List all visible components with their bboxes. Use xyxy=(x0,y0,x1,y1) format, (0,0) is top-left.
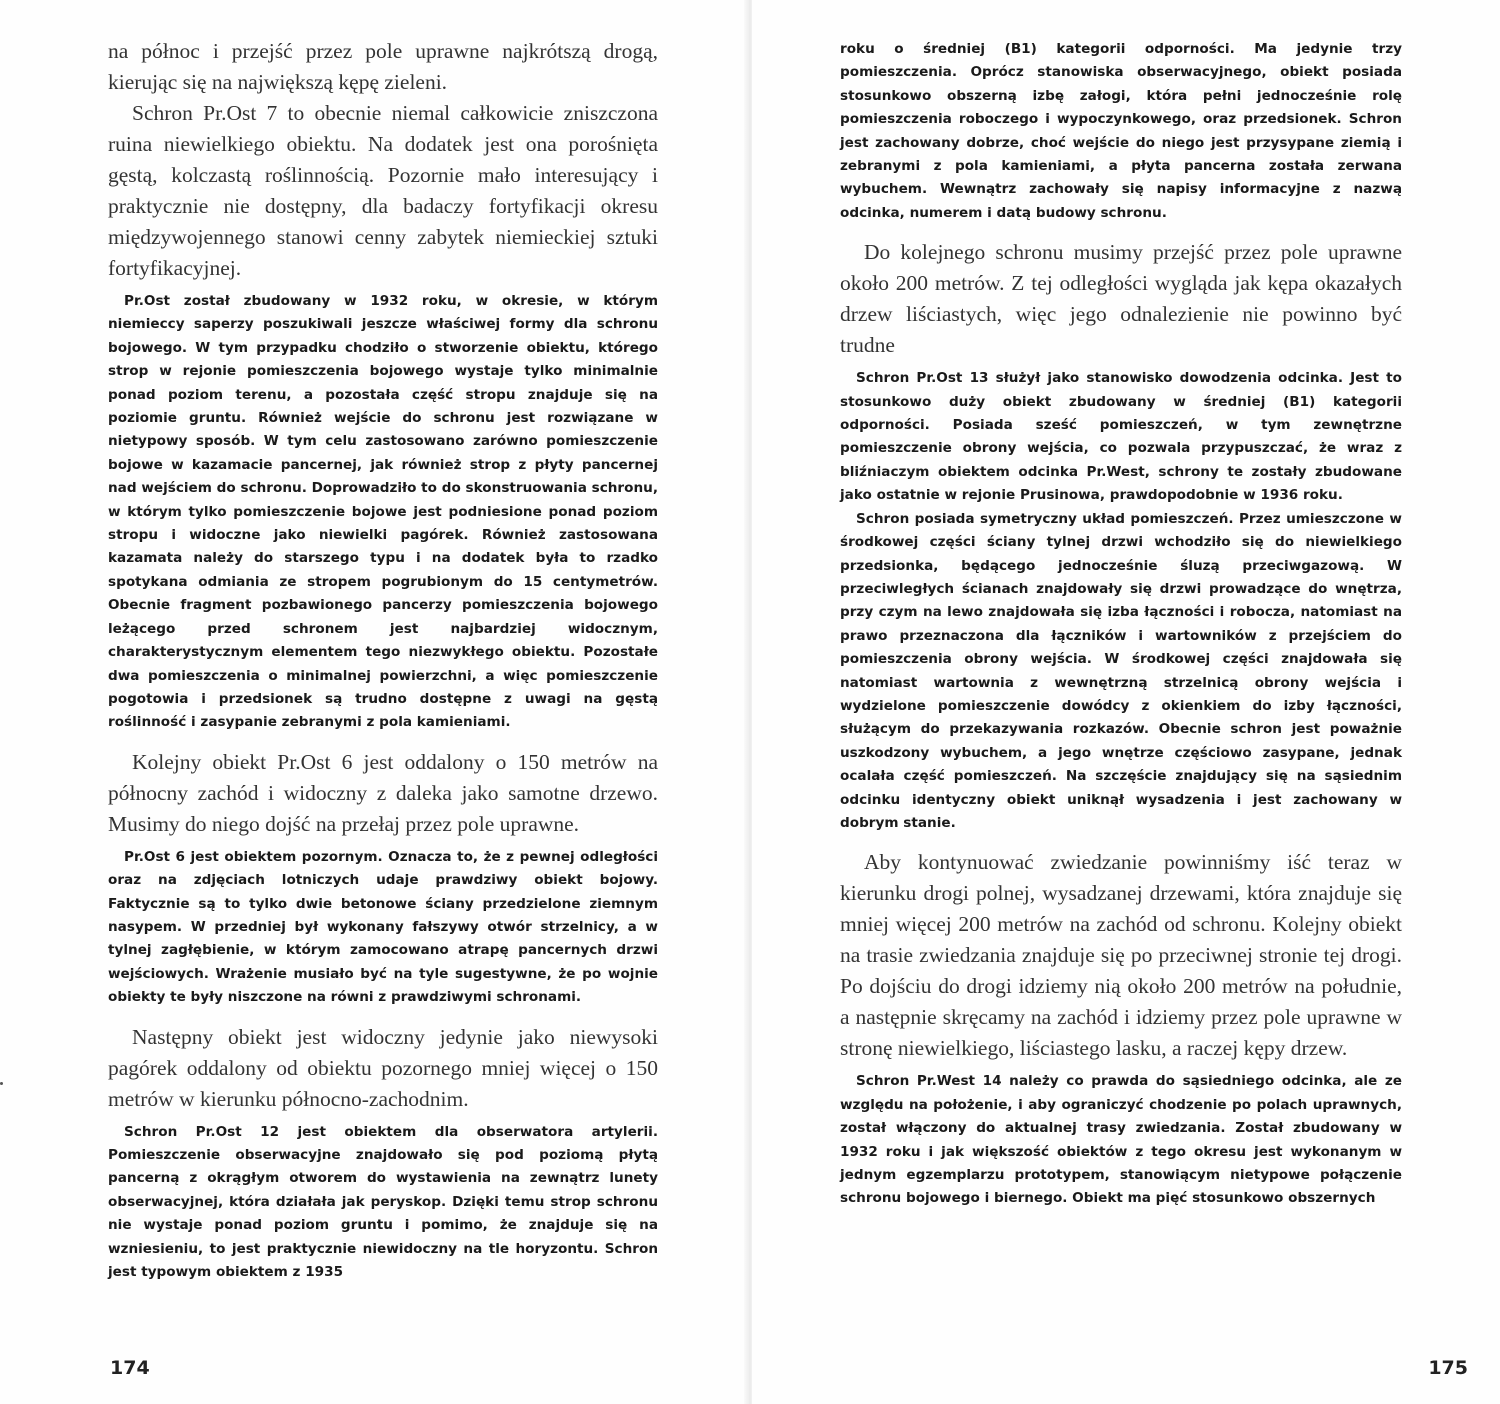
scan-mark xyxy=(0,1082,3,1085)
paragraph: Schron Pr.Ost 7 to obecnie niemal całkowicie zniszczona ruina niewielkiego obiektu. Na dodatek jest ona porośnięta gęstą, kolczastą roślinnością. Pozornie mało interesujący i praktycznie nie dostępny, dla badaczy fortyfikacji okresu międzywojennego stanowi cenny zabytek niemieckiej sztuki fortyfikacyjnej. xyxy=(108,101,658,280)
paragraph-bold: Pr.Ost 6 jest obiektem pozornym. Oznacza to, że z pewnej odległości oraz na zdjęciach lotniczych udaje prawdziwy obiekt bojowy. Faktycznie są to tylko dwie betonowe ściany przedzielone ziemnym nasypem. W przedniej był wykonany fałszywy otwór strzelnicy, a w tylnej zagłębienie, w którym zamocowano atrapę pancernych drzwi wejściowych. Wrażenie musiało być na tyle sugestywne, że po wojnie obiekty te były niszczone na równi z prawdziwymi schronami. xyxy=(108,848,658,1006)
right-text-column xyxy=(840,38,1402,1211)
right-page xyxy=(752,0,1500,1404)
paragraph: na północ i przejść przez pole uprawne najkrótszą drogą, kierując się na największą kępę zieleni. xyxy=(108,39,658,94)
paragraph-bold: roku o średniej (B1) kategorii odporności. Ma jedynie trzy pomieszczenia. Oprócz stanowiska obserwacyjnego, obiekt posiada stosunkowo obszerną izbę załogi, która pełni jednocześnie rolę pomieszczenia roboczego i wypoczynkowego, oraz przedsionek. Schron jest zachowany dobrze, choć wejście do niego jest przysypane ziemią i zebranymi z pola kamieniami, a płyta pancerna została zerwana wybuchem. Wewnątrz zachowały się napisy informacyjne z nazwą odcinka, numerem i datą budowy schronu. xyxy=(840,41,1402,221)
paragraph: Następny obiekt jest widoczny jedynie jako niewysoki pagórek oddalony od obiektu pozornego mniej więcej o 150 metrów w kierunku północno-zachodnim. xyxy=(108,1024,658,1111)
left-page xyxy=(0,0,748,1404)
page-number: 174 xyxy=(110,1357,150,1379)
paragraph: Aby kontynuować zwiedzanie powinniśmy iść teraz w kierunku drogi polnej, wysadzanej drzewami, która znajduje się mniej więcej 200 metrów na zachód od schronu. Kolejny obiekt na trasie zwiedzania znajduje się po przeciwnej stronie tej drogi. Po dojściu do drogi idziemy nią około 200 metrów na południe, a następnie skręcamy na zachód i idziemy przez pole uprawne w stronę niewielkiego, liściastego lasku, a raczej kępy drzew. xyxy=(840,850,1402,1061)
paragraph-bold: Schron Pr.West 14 należy co prawda do sąsiedniego odcinka, ale ze względu na położenie, i aby ograniczyć chodzenie po polach uprawnych, został włączony do aktualnej trasy zwiedzania. Został zbudowany w 1932 roku i jak większość obiektów z tego okresu jest wykonanym w jednym egzemplarzu prototypem, stanowiącym nietypowe połączenie schronu bojowego i biernego. Obiekt ma pięć stosunkowo obszernych xyxy=(840,1073,1402,1207)
paragraph: Kolejny obiekt Pr.Ost 6 jest oddalony o 150 metrów na północny zachód i widoczny z daleka jako samotne drzewo. Musimy do niego dojść na przełaj przez pole uprawne. xyxy=(108,749,658,836)
left-text-column xyxy=(108,36,658,1284)
paragraph-bold: Schron Pr.Ost 12 jest obiektem dla obserwatora artylerii. Pomieszczenie obserwacyjne znajdowało się pod poziomą płytą pancerną z okrągłym otworem do wystawienia na zewnątrz lunety obserwacyjnej, która działała jak peryskop. Dzięki temu strop schronu nie wystaje ponad poziom gruntu i pomimo, że znajduje się na wzniesieniu, to jest praktycznie niewidoczny na tle horyzontu. Schron jest typowym obiektem z 1935 xyxy=(108,1123,658,1280)
paragraph: Do kolejnego schronu musimy przejść przez pole uprawne około 200 metrów. Z tej odległości wygląda jak kępa okazałych drzew liściastych, więc jego odnalezienie nie powinno być trudne xyxy=(840,240,1402,358)
paragraph-bold: Schron posiada symetryczny układ pomieszczeń. Przez umieszczone w środkowej części ściany tylnej drzwi wchodziło się do niewielkiego przedsionka, będącego jednocześnie śluzą przeciwgazową. W przeciwległych ścianach znajdowały się drzwi prowadzące do wnętrza, przy czym na lewo znajdowała się izba łączności i robocza, natomiast na prawo przeznaczona dla łączników i wartowników z przejściem do pomieszczenia obrony wejścia. W środkowej części znajdowała się natomiast wartownia z wewnętrzną strzelnicą obrony wejścia i wydzielone pomieszczenie dowódcy z okienkiem do izby łączności, służącym do przekazywania rozkazów. Obecnie schron jest poważnie uszkodzony wybuchem, a jego wnętrze częściowo zasypane, jednak ocalała część pomieszczeń. Na szczęście znajdujący się na sąsiednim odcinku identyczny obiekt uniknął wysadzenia i jest zachowany w dobrym stanie. xyxy=(840,510,1402,831)
paragraph-bold: Pr.Ost został zbudowany w 1932 roku, w okresie, w którym niemieccy saperzy poszukiwali jeszcze właściwej formy dla schronu bojowego. W tym przypadku chodziło o stworzenie obiektu, którego strop w rejonie pomieszczenia bojowego wystaje tylko minimalnie ponad poziom terenu, a pozostała część stropu znajduje się na poziomie gruntu. Również wejście do schronu jest rozwiązane w nietypowy sposób. W tym celu zastosowano zarówno pomieszczenie bojowe w kazamacie pancernej, jak również strop z płyty pancernej nad wejściem do schronu. Doprowadziło to do skonstruowania schronu, w którym tylko pomieszczenie bojowe jest podniesione ponad poziom stropu i widoczne jako niewielki pagórek. Również zastosowana kazamata należy do starszego typu i na dodatek była to rzadko spotykana odmiania ze stropem pogrubionym do 15 centymetrów. Obecnie fragment pozbawionego pancerzy pomieszczenia bojowego leżącego przed schronem jest najbardziej widocznym, charakterystycznym elementem tego niezwykłego obiektu. Pozostałe dwa pomieszczenia o minimalnej powierzchni, a więc pomieszczenie pogotowia i przedsionek są trudno dostępne z uwagi na gęstą roślinność i zasypanie zebranymi z pola kamieniami. xyxy=(108,293,658,731)
page-number: 175 xyxy=(1428,1357,1468,1379)
paragraph-bold: Schron Pr.Ost 13 służył jako stanowisko dowodzenia odcinka. Jest to stosunkowo duży obiekt zbudowany w średniej (B1) kategorii odporności. Posiada sześć pomieszczeń, w tym zewnętrzne pomieszczenie obrony wejścia, co pozwala przypuszczać, że wraz z bliźniaczym obiektem odcinka Pr.West, schrony te zostały zbudowane jako ostatnie w rejonie Prusinowa, prawdopodobnie w 1936 roku. xyxy=(840,370,1402,504)
